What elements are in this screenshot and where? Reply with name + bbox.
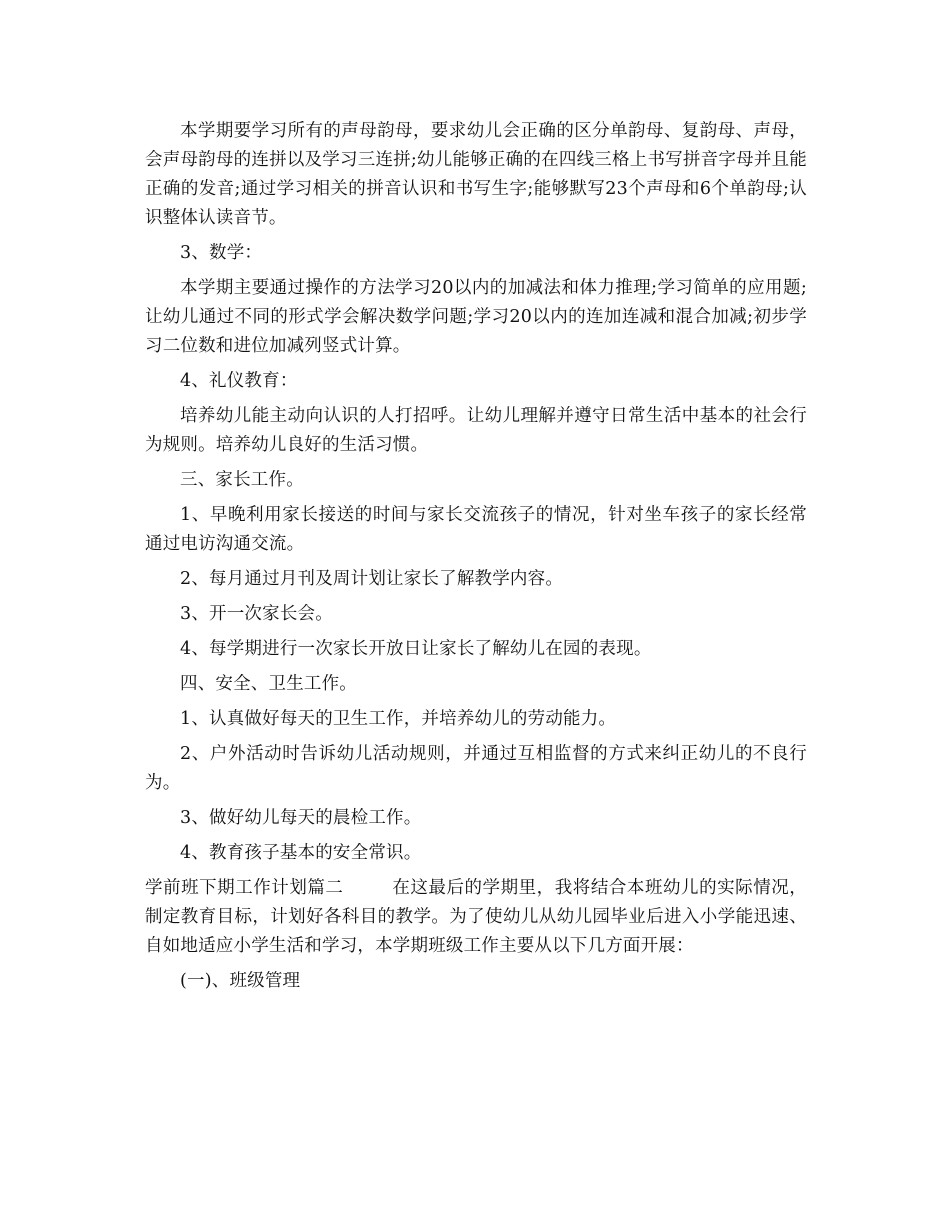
parent-work-item-1: 1、早晚利用家长接送的时间与家长交流孩子的情况，针对坐车孩子的家长经常通过电访沟通交流。 bbox=[145, 505, 807, 554]
heading-math: 3、数学： bbox=[180, 243, 263, 263]
section-two-intro: 学前班下期工作计划篇二 在这最后的学期里，我将结合本班幼儿的实际情况，制定教育目标，计划好各科目的教学。为了使幼儿从幼儿园毕业后进入小学能迅速、自如地适应小学生活和学习，本学期班级工作主要从以下几方面开展： bbox=[145, 878, 807, 956]
paragraph-pinyin-goals: 本学期要学习所有的声母韵母，要求幼儿会正确的区分单韵母、复韵母、声母，会声母韵母的连拼以及学习三连拼;幼儿能够正确的在四线三格上书写拼音字母并且能正确的发音;通过学习相关的拼音认识和书写生字;能够默写23个声母和6个单韵母;认识整体认读音节。 bbox=[145, 121, 807, 228]
heading-etiquette: 4、礼仪教育： bbox=[180, 371, 298, 391]
safety-item-3: 3、做好幼儿每天的晨检工作。 bbox=[180, 808, 422, 828]
heading-class-management: (一)、班级管理 bbox=[180, 971, 301, 991]
safety-item-4: 4、教育孩子基本的安全常识。 bbox=[180, 843, 422, 863]
parent-work-item-3: 3、开一次家长会。 bbox=[180, 604, 333, 624]
document-page bbox=[145, 117, 807, 996]
parent-work-item-2: 2、每月通过月刊及周计划让家长了解教学内容。 bbox=[180, 569, 564, 589]
safety-item-1: 1、认真做好每天的卫生工作，并培养幼儿的劳动能力。 bbox=[180, 709, 617, 729]
heading-safety-hygiene: 四、安全、卫生工作。 bbox=[180, 674, 357, 694]
paragraph-math-goals: 本学期主要通过操作的方法学习20以内的加减法和体力推理;学习简单的应用题;让幼儿通过不同的形式学会解决数学问题;学习20以内的连加连减和混合加减;初步学习二位数和进位加减列竖式计算。 bbox=[145, 278, 807, 356]
heading-parent-work: 三、家长工作。 bbox=[180, 470, 304, 490]
paragraph-etiquette-goals: 培养幼儿能主动向认识的人打招呼。让幼儿理解并遵守日常生活中基本的社会行为规则。培养幼儿良好的生活习惯。 bbox=[145, 406, 807, 455]
safety-item-2: 2、户外活动时告诉幼儿活动规则，并通过互相监督的方式来纠正幼儿的不良行为。 bbox=[145, 744, 807, 793]
parent-work-item-4: 4、每学期进行一次家长开放日让家长了解幼儿在园的表现。 bbox=[180, 639, 652, 659]
